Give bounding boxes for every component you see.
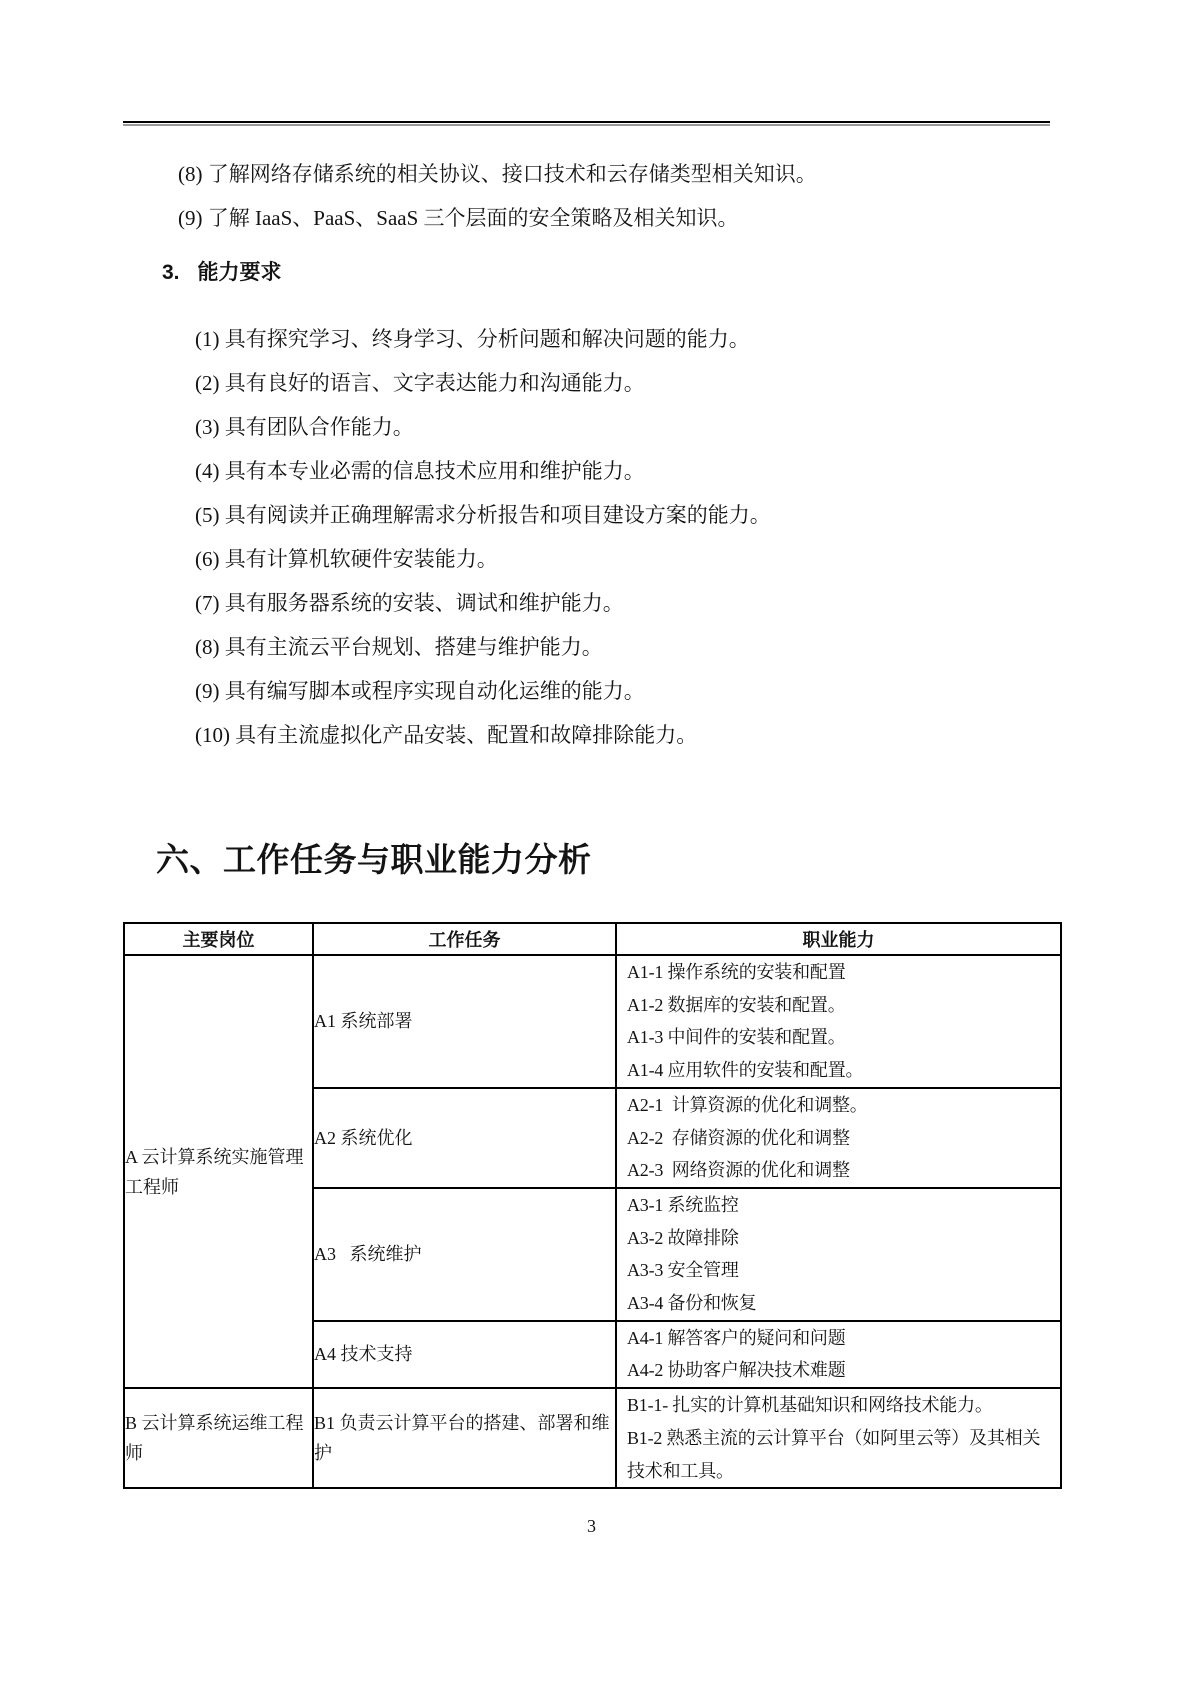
list-item: (5) 具有阅读并正确理解需求分析报告和项目建设方案的能力。 <box>195 503 771 527</box>
ability-line: B1-2 熟悉主流的云计算平台（如阿里云等）及其相关技术和工具。 <box>627 1427 1041 1481</box>
list-item: (9) 具有编写脚本或程序实现自动化运维的能力。 <box>195 679 645 703</box>
ability-line: A1-2 数据库的安装和配置。 <box>627 994 846 1015</box>
col-header-ability: 职业能力 <box>616 923 1061 955</box>
ability-line: A2-1 计算资源的优化和调整。 <box>627 1094 868 1115</box>
ability-line: A2-3 网络资源的优化和调整 <box>627 1160 850 1181</box>
col-header-task: 工作任务 <box>313 923 616 955</box>
ability-line: A1-3 中间件的安装和配置。 <box>627 1027 846 1048</box>
ability-line: A3-3 安全管理 <box>627 1260 739 1281</box>
task-cell: A4 技术支持 <box>313 1321 616 1388</box>
task-cell: B1 负责云计算平台的搭建、部署和维护 <box>313 1388 616 1488</box>
ability-line: A3-4 备份和恢复 <box>627 1293 757 1314</box>
list-item: (9) 了解 IaaS、PaaS、SaaS 三个层面的安全策略及相关知识。 <box>178 206 739 230</box>
task-cell: A3 系统维护 <box>313 1188 616 1321</box>
list-item: (8) 了解网络存储系统的相关协议、接口技术和云存储类型相关知识。 <box>178 162 817 186</box>
col-header-position: 主要岗位 <box>124 923 313 955</box>
ability-line: A3-1 系统监控 <box>627 1194 739 1215</box>
list-item: (3) 具有团队合作能力。 <box>195 415 414 439</box>
list-item: (6) 具有计算机软硬件安装能力。 <box>195 547 498 571</box>
list-item: (8) 具有主流云平台规划、搭建与维护能力。 <box>195 635 603 659</box>
ability-line: A1-4 应用软件的安装和配置。 <box>627 1060 864 1081</box>
section-3-number: 3. <box>162 261 180 284</box>
table-row <box>124 1388 1061 1488</box>
position-cell: A 云计算系统实施管理工程师 <box>124 955 313 1388</box>
ability-line: A4-1 解答客户的疑问和问题 <box>627 1327 846 1348</box>
position-cell: B 云计算系统运维工程师 <box>124 1388 313 1488</box>
page-number: 3 <box>587 1516 596 1537</box>
ability-cell <box>616 1088 1061 1188</box>
ability-cell <box>616 955 1061 1088</box>
ability-cell <box>616 1321 1061 1388</box>
table-row <box>124 955 1061 1088</box>
ability-cell <box>616 1388 1061 1488</box>
task-cell: A2 系统优化 <box>313 1088 616 1188</box>
ability-line: A2-2 存储资源的优化和调整 <box>627 1127 850 1148</box>
ability-list <box>0 324 1191 750</box>
ability-line: A3-2 故障排除 <box>627 1227 739 1248</box>
ability-line: A4-2 协助客户解决技术难题 <box>627 1360 846 1381</box>
tasks-table <box>123 922 1062 1489</box>
list-item: (10) 具有主流虚拟化产品安装、配置和故障排除能力。 <box>195 723 698 747</box>
list-item: (7) 具有服务器系统的安装、调试和维护能力。 <box>195 591 624 615</box>
ability-cell <box>616 1188 1061 1321</box>
section-3-title: 能力要求 <box>197 261 282 284</box>
list-item: (1) 具有探究学习、终身学习、分析问题和解决问题的能力。 <box>195 327 750 351</box>
section-6-heading: 六、工作任务与职业能力分析 <box>156 841 592 878</box>
header-rule <box>123 121 1050 123</box>
ability-line: B1-1- 扎实的计算机基础知识和网络技术能力。 <box>627 1395 993 1416</box>
task-cell: A1 系统部署 <box>313 955 616 1088</box>
tasks-table-body <box>124 955 1061 1488</box>
section-3-heading <box>162 258 1191 288</box>
intro-list <box>0 159 1191 233</box>
ability-line: A1-1 操作系统的安装和配置 <box>627 962 846 982</box>
list-item: (2) 具有良好的语言、文字表达能力和沟通能力。 <box>195 371 645 395</box>
table-header-row <box>124 923 1061 955</box>
list-item: (4) 具有本专业必需的信息技术应用和维护能力。 <box>195 459 645 483</box>
